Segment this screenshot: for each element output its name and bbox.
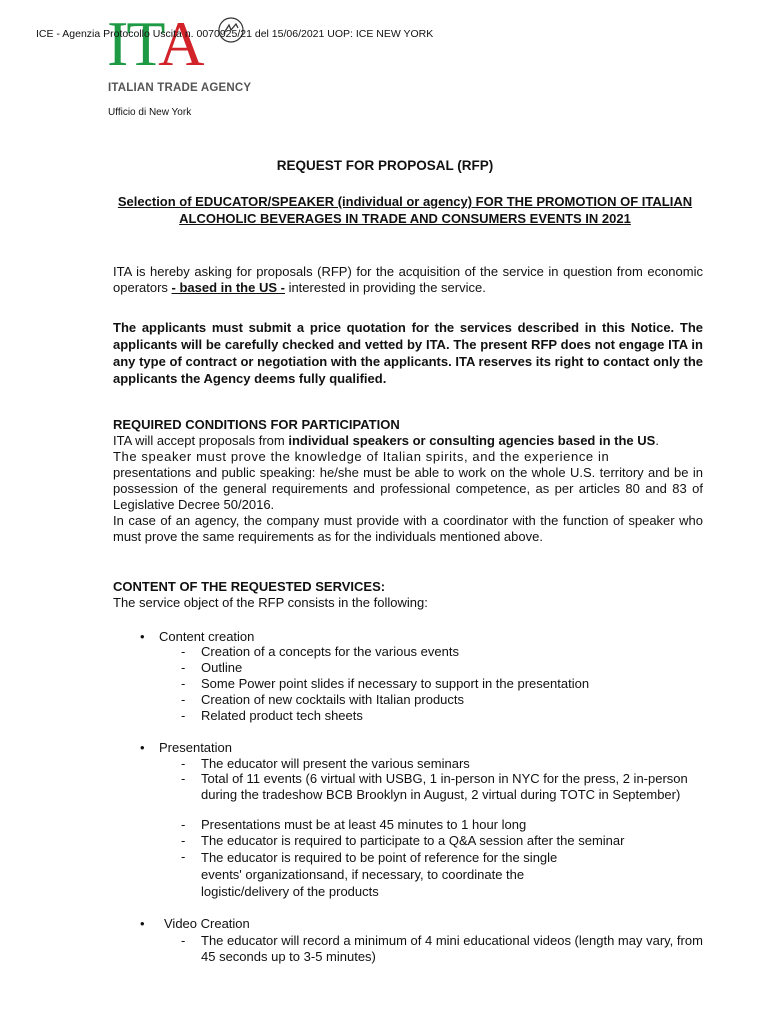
- services-heading: CONTENT OF THE REQUESTED SERVICES:: [113, 579, 386, 594]
- logo-letter-t: T: [126, 8, 159, 79]
- logo-subtitle: ITALIAN TRADE AGENCY: [108, 82, 252, 94]
- protocol-stamp: ICE - Agenzia Protocollo Uscita n. 0070925/21 del 15/06/2021 UOP: ICE NEW YORK: [36, 28, 434, 40]
- dash: -: [181, 849, 186, 864]
- notice-paragraph: The applicants must submit a price quotation for the services described in this Notice. The applicants will be carefully checked and vetted by ITA. The present RFP does not engage ITA in any type of contract or negotiation with the applicants. ITA reserves its right to contact only the applicants the Agency deems fully qualified.: [113, 320, 703, 386]
- office-name: Ufficio di New York: [108, 107, 192, 118]
- dash: -: [181, 692, 186, 707]
- intro-emphasis: - based in the US -: [171, 280, 285, 295]
- conditions-section: [113, 417, 703, 545]
- logo-letter-i: I: [107, 8, 127, 79]
- bullet-dot: •: [140, 740, 145, 755]
- services-section: [113, 579, 703, 611]
- content-creation-label: Content creation: [159, 629, 255, 644]
- services-intro: The service object of the RFP consists in the following:: [113, 595, 428, 610]
- presentation-item: Presentations must be at least 45 minutes to 1 hour long: [201, 817, 527, 832]
- conditions-agency: In case of an agency, the company must provide with a coordinator with the function of speaker who must prove the same requirements as for the individuals mentioned above.: [113, 513, 703, 544]
- presentation-item: Total of 11 events (6 virtual with USBG, 1 in-person in NYC for the press, 2 in-person during the tradeshow BCB Brooklyn in August, 2 virtual during TOTC in September): [201, 771, 688, 802]
- dash: -: [181, 660, 186, 675]
- conditions-bold: individual speakers or consulting agencies based in the US: [288, 433, 656, 448]
- content-item: Outline: [201, 660, 243, 675]
- intro-paragraph: [113, 264, 703, 296]
- page-subtitle: Selection of EDUCATOR/SPEAKER (individual or agency) FOR THE PROMOTION OF ITALIAN ALCOHOLIC BEVERAGES IN TRADE AND CONSUMERS EVENTS IN 2021: [117, 194, 693, 226]
- presentation-item: The educator is required to be point of reference for the single events' organizationsand, if necessary, to coordinate the logistic/delivery of the products: [201, 850, 558, 899]
- conditions-period: .: [655, 433, 659, 448]
- logo-letters: [107, 8, 203, 79]
- content-item: Related product tech sheets: [201, 708, 363, 723]
- presentation-item: The educator is required to participate to a Q&A session after the seminar: [201, 833, 625, 848]
- intro-text-end: interested in providing the service.: [284, 280, 486, 295]
- dash: -: [181, 833, 186, 848]
- dash: -: [181, 771, 186, 786]
- video-item: The educator will record a minimum of 4 mini educational videos (length may vary, from 45 seconds up to 3-5 minutes): [201, 933, 703, 964]
- conditions-rest: presentations and public speaking: he/she must be able to work on the whole U.S. territory and be in possession of the general requirements and professional competence, as per articles 80 and 83 of Legislative Decree 50/2016.: [113, 465, 703, 512]
- video-label: Video Creation: [164, 916, 250, 931]
- logo-letter-a: A: [158, 8, 203, 79]
- dash: -: [181, 644, 186, 659]
- dash: -: [181, 817, 186, 832]
- presentation-item: The educator will present the various seminars: [201, 756, 470, 771]
- bullet-dot: •: [140, 916, 145, 931]
- content-item: Creation of new cocktails with Italian products: [201, 692, 465, 707]
- page-title: REQUEST FOR PROPOSAL (RFP): [276, 158, 494, 173]
- dash: -: [181, 708, 186, 723]
- dash: -: [181, 676, 186, 691]
- bullet-dot: •: [140, 629, 145, 644]
- conditions-line-1: [113, 433, 703, 449]
- conditions-text: ITA will accept proposals from: [113, 433, 289, 448]
- dash: -: [181, 933, 186, 948]
- conditions-spaced-line: The speaker must prove the knowledge of Italian spirits, and the experience in: [113, 449, 610, 464]
- conditions-heading: REQUIRED CONDITIONS FOR PARTICIPATION: [113, 417, 400, 432]
- content-item: Some Power point slides if necessary to support in the presentation: [201, 676, 590, 691]
- content-item: Creation of a concepts for the various events: [201, 644, 459, 659]
- presentation-label: Presentation: [159, 740, 232, 755]
- dash: -: [181, 756, 186, 771]
- intro-text: ITA is hereby asking for proposals (RFP) for the acquisition of the service in question from economic operators: [113, 264, 703, 295]
